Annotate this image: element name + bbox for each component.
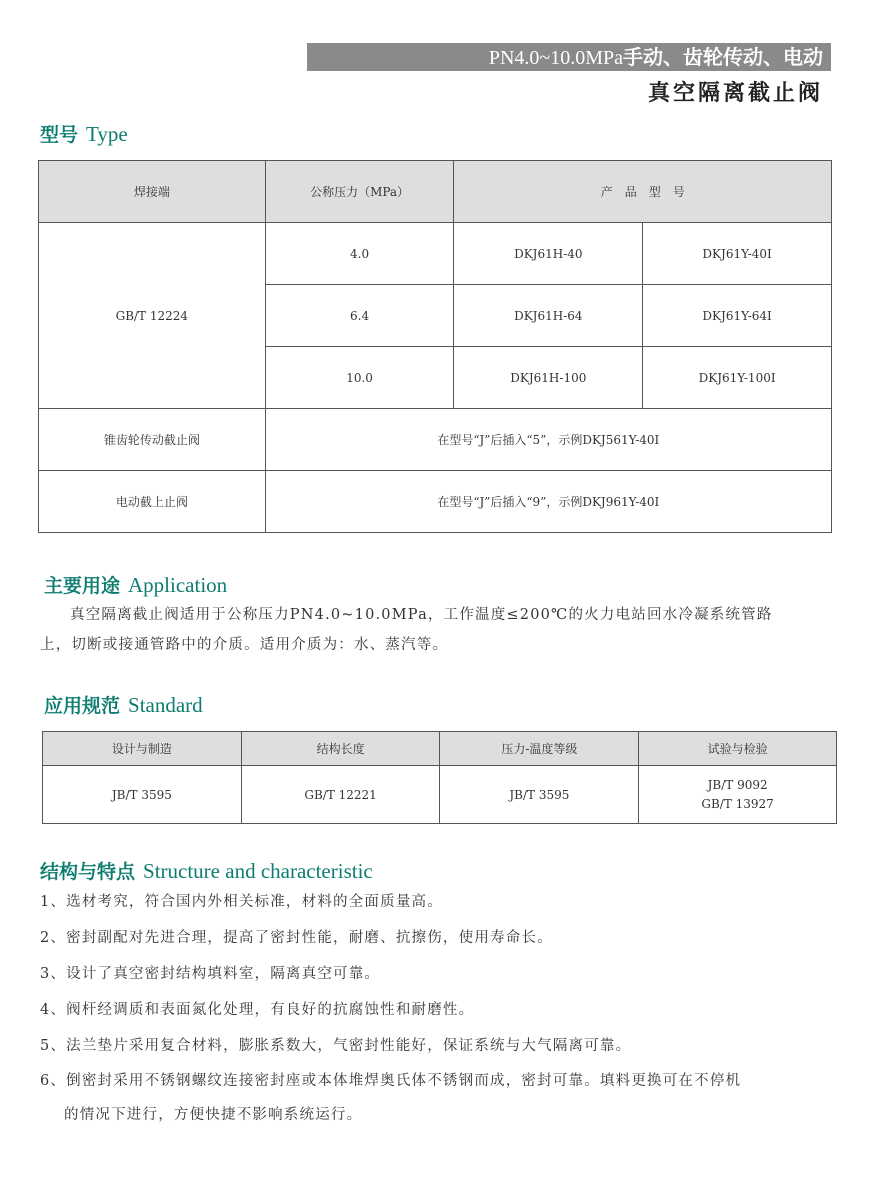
standard-table-header [43,732,837,766]
pressure-temp-standard: JB/T 3595 [440,766,639,824]
feature-list [40,884,840,1132]
type-table [38,160,832,533]
list-item: 6、倒密封采用不锈钢螺纹连接密封座或本体堆焊奥氏体不锈钢而成，密封可靠。填料更换可在不停机 [40,1073,742,1089]
standard-title-en: Standard [128,693,203,717]
table-row [43,766,837,824]
application-line-2: 上，切断或接通管路中的介质。适用介质为：水、蒸汽等。 [40,637,449,653]
type-title-cn: 型号 [40,124,79,146]
document-subtitle: 真空隔离截止阀 [647,81,823,106]
header-structure-length: 结构长度 [241,732,440,766]
list-item: 1、选材考究，符合国内外相关标准，材料的全面质量高。 [40,894,443,910]
type-section-title [40,120,128,147]
pressure-cell: 10.0 [265,347,454,409]
table-row [39,409,832,471]
title-operation-modes: 手动、齿轮传动、电动 [623,45,823,69]
application-line-1: 真空隔离截止阀适用于公称压力PN4.0~10.0MPa，工作温度≤200℃的火力电站回水冷凝系统管路 [70,607,773,623]
header-pressure-temperature: 压力-温度等级 [440,732,639,766]
header-product-model: 产 品 型 号 [454,161,832,223]
table-row [39,471,832,533]
application-title-en: Application [128,573,228,597]
model-h-cell: DKJ61H-100 [454,347,643,409]
application-title-cn: 主要用途 [44,575,121,597]
header-weld-end: 焊接端 [39,161,266,223]
weld-end-standard: GB/T 12224 [39,223,266,409]
structure-title-cn: 结构与特点 [40,861,136,883]
test-standard-2: GB/T 13927 [701,796,774,811]
bevel-gear-label: 锥齿轮传动截止阀 [39,409,266,471]
type-table-header [39,161,832,223]
structure-title-en: Structure and characteristic [143,859,373,883]
electric-label: 电动截上止阀 [39,471,266,533]
bevel-gear-note: 在型号“J”后插入“5”，示例DKJ561Y-40I [265,409,831,471]
model-y-cell: DKJ61Y-64I [643,285,832,347]
list-item-continuation: 的情况下进行，方便快捷不影响系统运行。 [64,1107,363,1123]
title-pressure-range: PN4.0~10.0MPa [488,47,623,69]
model-y-cell: DKJ61Y-40I [643,223,832,285]
list-item: 5、法兰垫片采用复合材料，膨胀系数大，气密封性能好，保证系统与大气隔离可靠。 [40,1038,632,1054]
structure-section-title [40,857,373,884]
table-row [39,223,832,285]
electric-note: 在型号“J”后插入“9”，示例DKJ961Y-40I [265,471,831,533]
standard-table [42,731,837,824]
pressure-cell: 6.4 [265,285,454,347]
model-y-cell: DKJ61Y-100I [643,347,832,409]
standard-title-cn: 应用规范 [44,695,121,717]
standard-section-title [44,691,203,718]
model-h-cell: DKJ61H-40 [454,223,643,285]
list-item: 4、阀杆经调质和表面氮化处理，有良好的抗腐蚀性和耐磨性。 [40,1002,475,1018]
header-test-inspection: 试验与检验 [639,732,837,766]
pressure-cell: 4.0 [265,223,454,285]
header-nominal-pressure: 公称压力（MPa） [265,161,454,223]
design-standard: JB/T 3595 [43,766,242,824]
list-item: 3、设计了真空密封结构填料室，隔离真空可靠。 [40,966,381,982]
test-standards [639,766,837,824]
test-standard-1: JB/T 9092 [707,777,768,792]
list-item: 2、密封副配对先进合理，提高了密封性能，耐磨、抗擦伤，使用寿命长。 [40,930,553,946]
model-h-cell: DKJ61H-64 [454,285,643,347]
length-standard: GB/T 12221 [241,766,440,824]
application-section-title [44,571,227,598]
application-paragraph [40,600,840,660]
type-title-en: Type [86,122,128,146]
header-design-manufacture: 设计与制造 [43,732,242,766]
document-title-bar [307,43,831,71]
